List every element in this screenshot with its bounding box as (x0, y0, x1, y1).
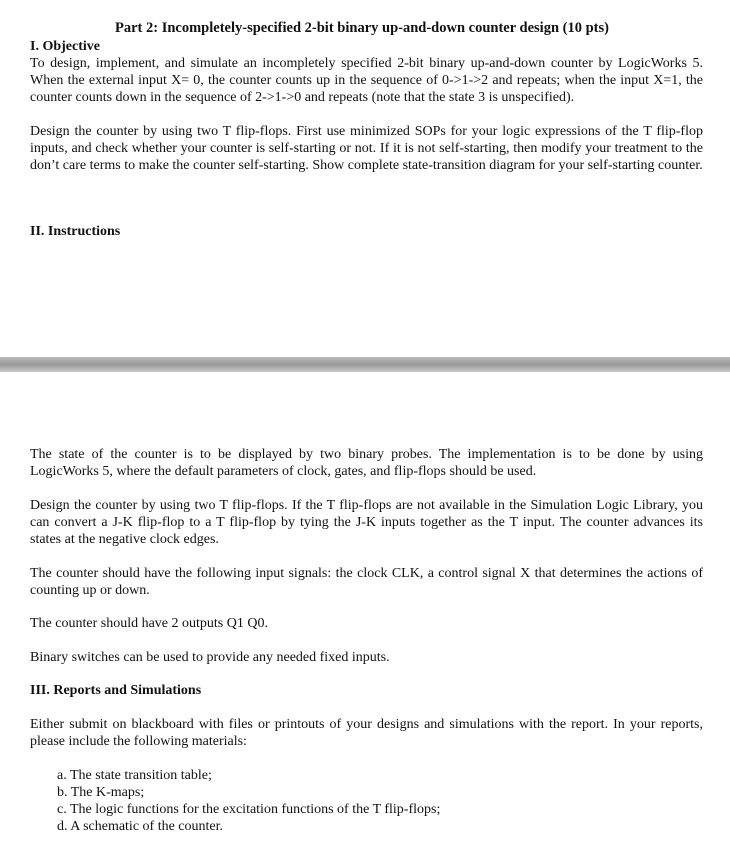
list-item: d. A schematic of the counter. (57, 819, 224, 834)
instructions-paragraph-3: The counter should have the following input signals: the clock CLK, a control signal X that determines the actions of counting up or down. (30, 566, 703, 598)
reports-intro: Either submit on blackboard with files or printouts of your designs and simulations with the report. In your reports, please include the following materials: (30, 717, 703, 749)
instructions-heading: II. Instructions (30, 224, 121, 239)
instructions-paragraph-1: The state of the counter is to be displayed by two binary probes. The implementation is to be done by using LogicWorks 5, where the default parameters of clock, gates, and flip-flops should be used. (30, 447, 703, 479)
instructions-paragraph-5: Binary switches can be used to provide any needed fixed inputs. (30, 650, 390, 665)
page-separator (0, 357, 730, 372)
objective-paragraph-2: Design the counter by using two T flip-flops. First use minimized SOPs for your logic expressions of the T flip-flop inputs, and check whether your counter is self-starting or not. If it is not self-starting, then modify your treatment to the don’t care terms to make the counter self-starting. Show complete state-transition diagram for your self-starting counter. (30, 124, 703, 173)
part-title: Part 2: Incompletely-specified 2-bit binary up-and-down counter design (10 pts) (115, 20, 609, 36)
page-top (0, 0, 730, 357)
list-item: c. The logic functions for the excitation functions of the T flip-flops; (57, 802, 441, 817)
reports-heading: III. Reports and Simulations (30, 683, 202, 698)
list-item: b. The K-maps; (57, 785, 145, 800)
report-materials-list (57, 767, 440, 835)
instructions-paragraph-4: The counter should have 2 outputs Q1 Q0. (30, 616, 268, 631)
objective-paragraph-1: To design, implement, and simulate an incompletely specified 2-bit binary up-and-down counter by LogicWorks 5. When the external input X= 0, the counter counts up in the sequence of 0->1->2 and repeats; when the input X=1, the counter counts down in the sequence of 2->1->0 and repeats (note that the state 3 is unspecified). (30, 56, 703, 105)
objective-heading: I. Objective (30, 39, 100, 54)
instructions-paragraph-2: Design the counter by using two T flip-flops. If the T flip-flops are not available in the Simulation Logic Library, you can convert a J-K flip-flop to a T flip-flop by tying the J-K inputs together as the T input. The counter advances its states at the negative clock edges. (30, 498, 703, 547)
list-item: a. The state transition table; (57, 768, 212, 783)
